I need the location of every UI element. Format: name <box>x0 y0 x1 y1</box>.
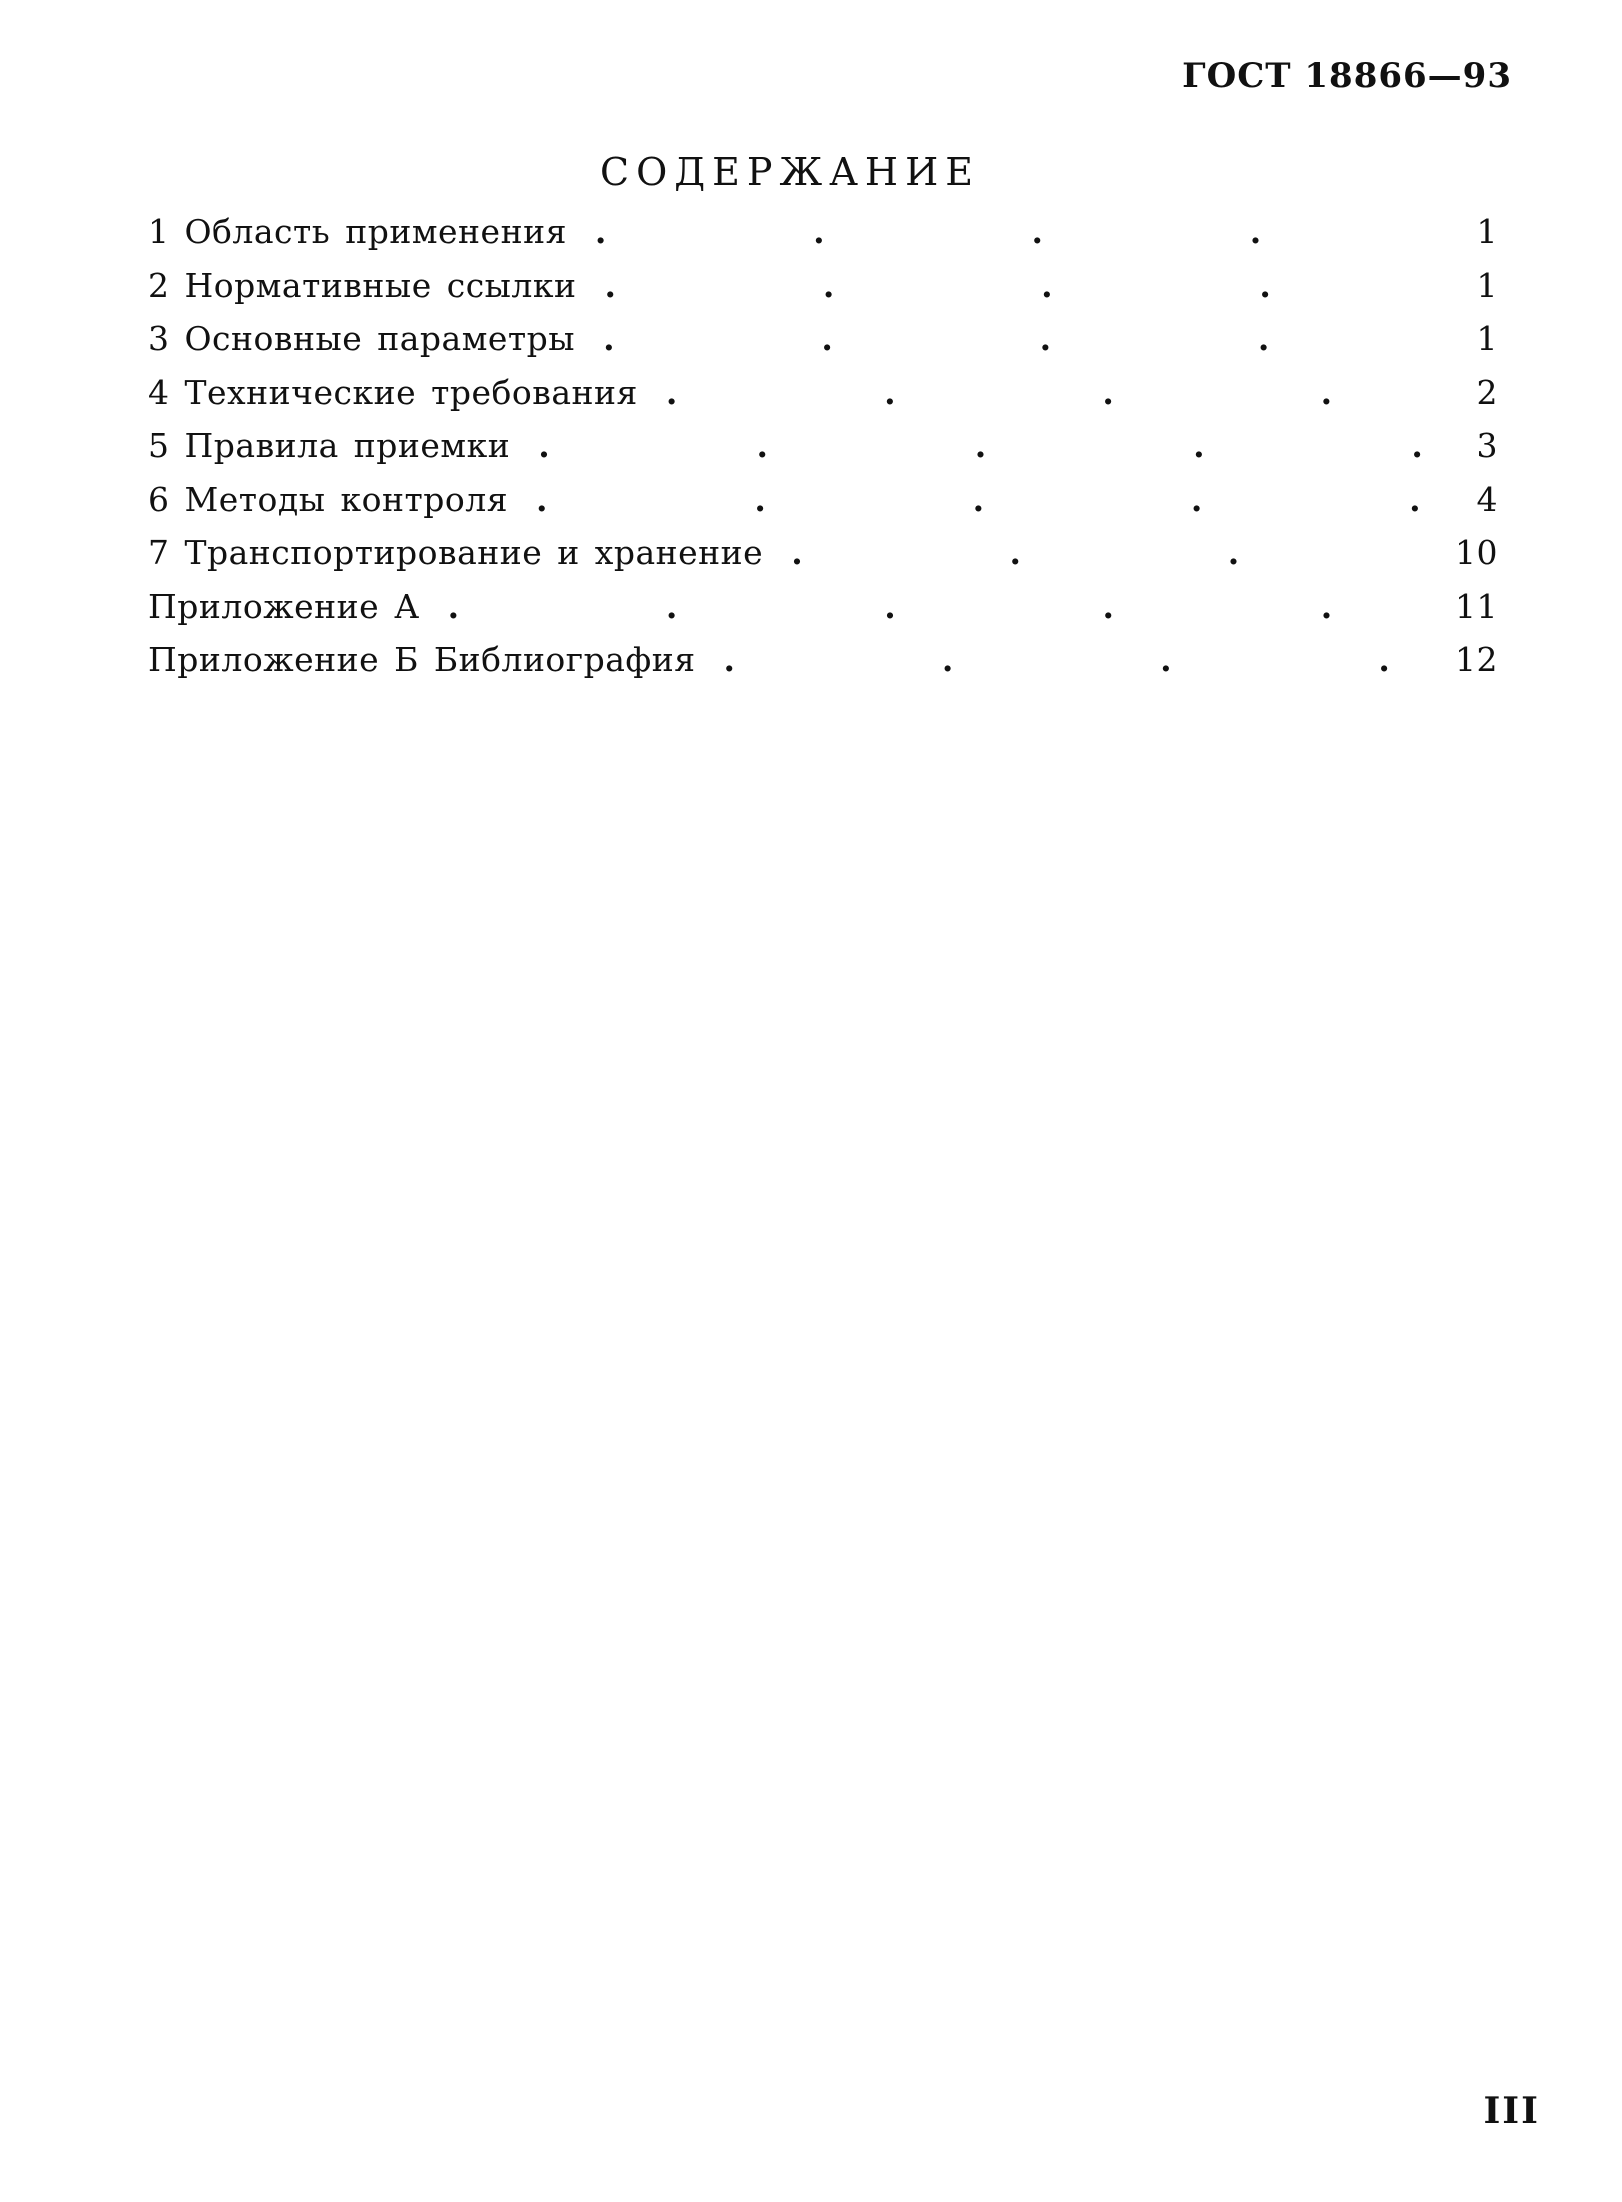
toc-item-label: 4 Технические требования <box>148 372 638 412</box>
toc-item-appendix-b-bibliography <box>148 640 1498 694</box>
toc-item-technical-requirements <box>148 373 1498 427</box>
toc-dot-leader <box>448 587 1436 626</box>
toc-dot-leader <box>595 212 1436 251</box>
toc-dot-leader <box>724 640 1436 679</box>
toc-item-page: 10 <box>1455 533 1498 572</box>
toc-item-label: 3 Основные параметры <box>148 319 576 358</box>
toc-item-page: 2 <box>1476 372 1498 412</box>
toc-item-label: 1 Область применения <box>148 212 567 251</box>
toc-dot-leader <box>605 266 1436 305</box>
toc-item-appendix-a <box>148 587 1498 641</box>
toc-item-page: 12 <box>1455 640 1498 679</box>
toc-dot-leader <box>538 426 1436 465</box>
document-code: ГОСТ 18866—93 <box>1182 56 1512 96</box>
toc-item-label: 6 Методы контроля <box>148 479 509 519</box>
toc-dot-leader <box>536 480 1436 519</box>
toc-item-label: 2 Нормативные ссылки <box>148 265 577 305</box>
toc-item-page: 4 <box>1476 479 1498 519</box>
toc-item-main-parameters <box>148 319 1498 373</box>
toc-item-page: 3 <box>1476 426 1498 465</box>
toc-item-page: 1 <box>1476 212 1498 251</box>
toc-item-label: Приложение А <box>148 586 420 626</box>
toc-item-page: 11 <box>1455 586 1498 626</box>
toc-dot-leader <box>666 373 1436 412</box>
toc-item-label: Приложение Б Библиография <box>148 640 696 679</box>
toc-dot-leader <box>791 533 1436 572</box>
toc-item-normative-references <box>148 266 1498 320</box>
toc-title: СОДЕРЖАНИЕ <box>600 150 980 194</box>
toc-item-label: 7 Транспортирование и хранение <box>148 533 764 572</box>
toc-item-page: 1 <box>1476 265 1498 305</box>
toc-item-acceptance-rules <box>148 426 1498 480</box>
toc-item-label: 5 Правила приемки <box>148 426 511 465</box>
page-number: III <box>1483 2090 1540 2132</box>
toc-item-scope <box>148 212 1498 266</box>
toc-item-transport-storage <box>148 533 1498 587</box>
toc-item-page: 1 <box>1476 319 1498 358</box>
toc-item-test-methods <box>148 480 1498 534</box>
toc-dot-leader <box>603 319 1436 358</box>
toc-list <box>148 212 1498 694</box>
